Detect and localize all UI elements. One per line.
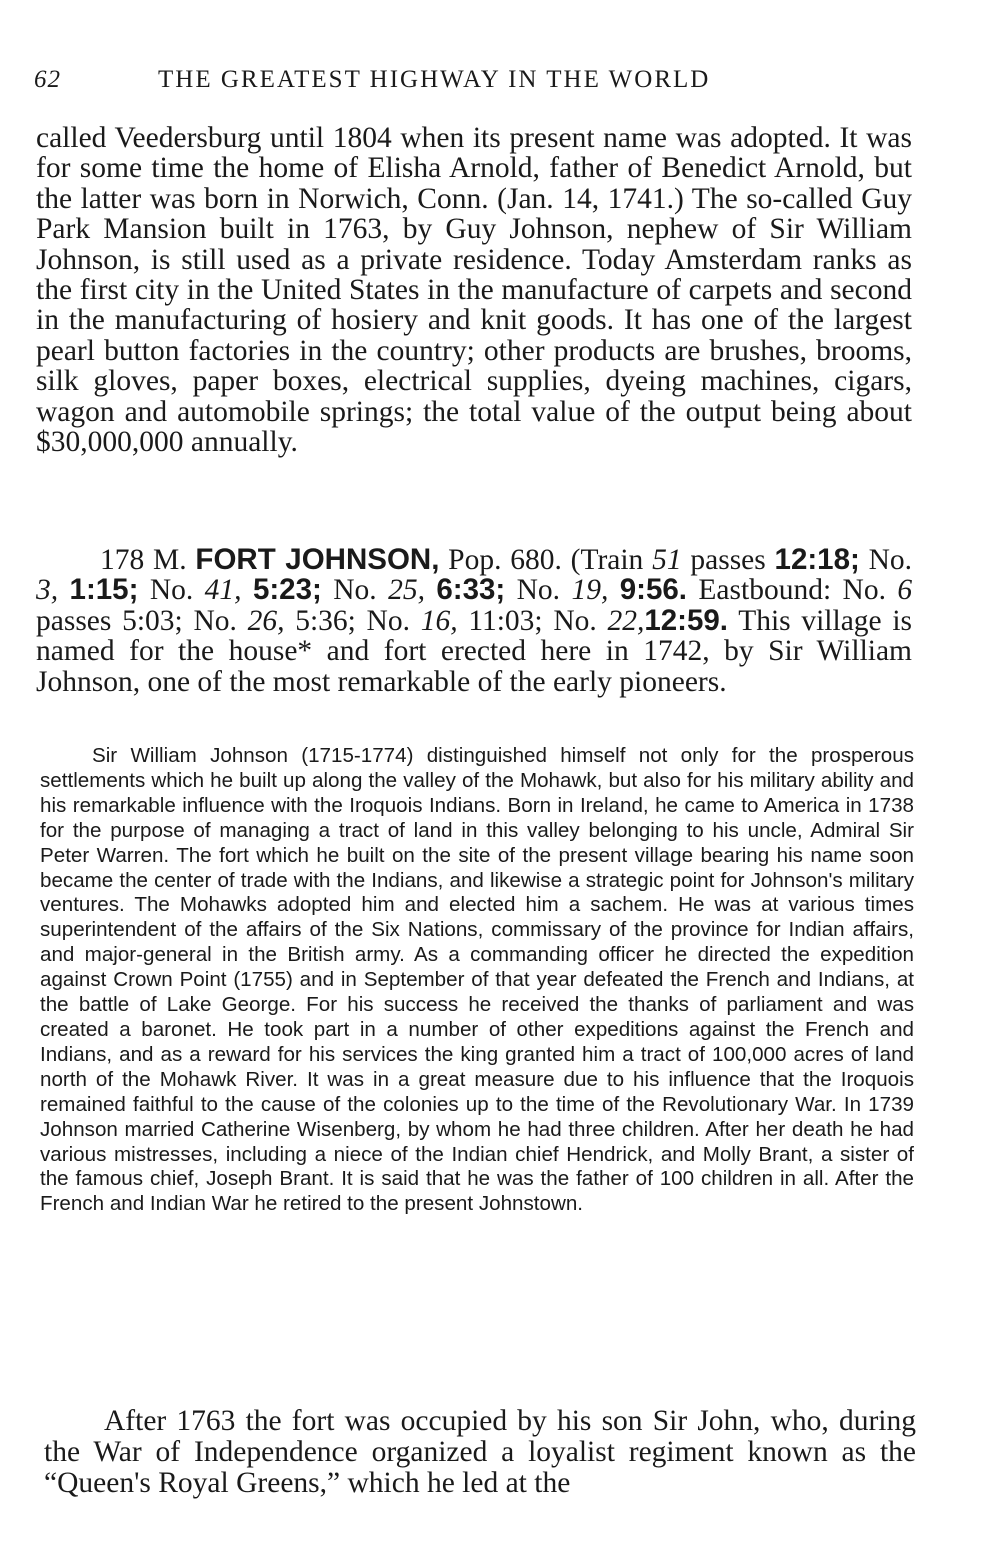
train-no-label: No. — [333, 574, 377, 607]
eastbound-label: Eastbound: No. — [698, 574, 886, 607]
train-time: 12:59. — [644, 603, 729, 637]
running-title: THE GREATEST HIGHWAY IN THE WORLD — [158, 66, 711, 93]
paragraph-fort-johnson — [36, 545, 912, 697]
population: Pop. 680. — [448, 544, 562, 576]
train-time-text: 11:03; No. — [468, 604, 597, 637]
train-number: 26, — [247, 604, 285, 637]
train-number: 25, — [388, 574, 425, 607]
train-no-label: No. — [149, 574, 194, 607]
page-number: 62 — [34, 66, 61, 93]
train-passes-label: passes — [690, 544, 766, 576]
train-number: 16, — [420, 604, 458, 637]
paragraph-rest: This village is named for the house* and fort erected here in 1742, by Sir William Johnson, one of the most remarkable of the early pioneers. — [36, 604, 913, 698]
train-time-text: passes 5:03; No. — [36, 604, 237, 637]
place-name: FORT JOHNSON, — [195, 543, 440, 576]
train-number: 3, — [36, 574, 59, 607]
mileage: 178 M. — [100, 544, 187, 576]
paragraph-amsterdam: called Veedersburg until 1804 when its present name was adopted. It was for some time the home of Elisha Arnold, father of Benedict Arnold, but the latter was born in Norwich, Conn. (Jan. 14, 1741.) The so-called Guy Park Mansion built in 1763, by Guy Johnson, nephew of Sir William Johnson, is still used as a private residence. Today Amsterdam ranks as the first city in the United States in the manufacture of carpets and second in the manufacturing of hosiery and knit goods. It has one of the largest pearl button factories in the country; other products are brushes, brooms, silk gloves, paper boxes, electrical supplies, dyeing machines, cigars, wagon and automobile springs; the total value of the output being about $30,000,000 annually. — [36, 122, 912, 459]
train-no-label: No. — [516, 574, 561, 607]
train-time: 12:18; — [774, 543, 860, 576]
train-number: 41, — [204, 574, 242, 607]
train-number: 22, — [607, 604, 645, 637]
paragraph-sir-john: After 1763 the fort was occupied by his son Sir John, who, during the War of Independence organized a loyalist regiment known as the “Queen's Royal Greens,” which he led at the — [44, 1405, 916, 1499]
train-number: 51 — [652, 544, 682, 576]
train-time: 1:15; — [69, 573, 139, 607]
train-time: 6:33; — [436, 573, 506, 607]
train-number: 19, — [571, 574, 609, 607]
footnote-sir-william-johnson: Sir William Johnson (1715-1774) distinguished himself not only for the prosperous settlements which he built up along the valley of the Mohawk, but also for his military ability and his remarkable influence with the Iroquois Indians. Born in Ireland, he came to America in 1738 for the purpose of managing a tract of land in this valley belonging to his uncle, Admiral Sir Peter Warren. The fort which he built on the site of the present village bearing his name soon became the center of trade with the Indians, and likewise a strategic point for Johnson's military ventures. The Mohawks adopted him and elected him a sachem. He was at various times superintendent of the affairs of the Six Nations, commissary of the province for Indian affairs, and major-general in the British army. As a commanding officer he directed the expedition against Crown Point (1755) and in September of that year defeated the French and Indians, at the battle of Lake George. For his success he received the thanks of parliament and was created a baronet. He took part in a number of other expeditions against the French and Indians, and as a reward for his services the king granted him a tract of 100,000 acres of land north of the Mohawk River. It was in a great measure due to his influence that the Iroquois remained faithful to the cause of the colonies up to the time of the Revolutionary War. In 1739 Johnson married Catherine Wisenberg, by whom he had three children. After her death he had various mistresses, including a niece of the Indian chief Hendrick, and Molly Brant, a sister of the famous chief, Joseph Brant. It is said that he was the father of 100 children in all. After the French and Indian War he retired to the present Johnstown. — [40, 744, 914, 1216]
train-schedule-open: (Train — [570, 544, 644, 576]
train-time: 5:23; — [252, 573, 322, 607]
train-number: 6 — [897, 574, 913, 607]
running-header — [34, 66, 794, 100]
train-no-label: No. — [868, 544, 913, 576]
train-time: 9:56. — [619, 573, 687, 607]
train-time-text: 5:36; No. — [295, 604, 410, 637]
